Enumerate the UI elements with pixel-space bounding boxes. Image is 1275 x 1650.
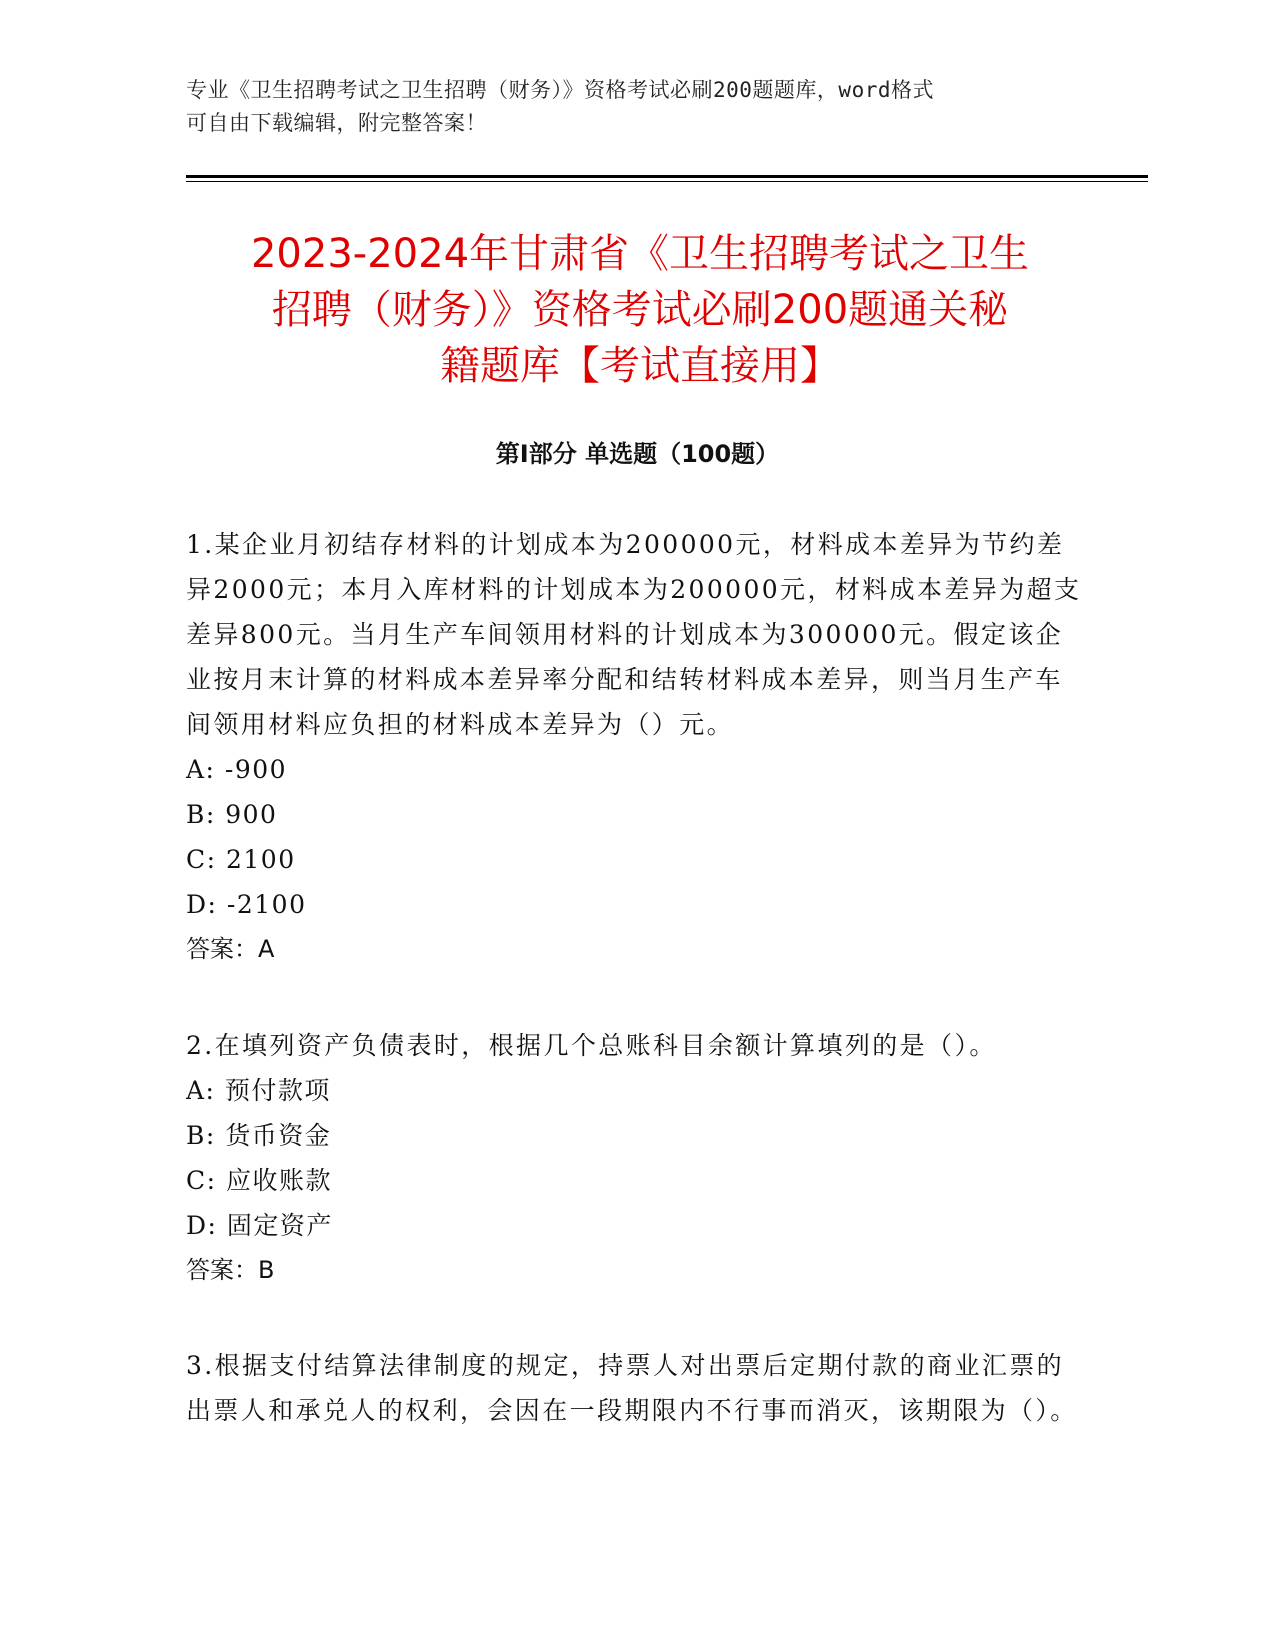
option-a: A: 预付款项 (186, 1076, 331, 1105)
section-title: 第Ⅰ部分 单选题（100题） (495, 440, 780, 468)
option-d: D: -2100 (186, 890, 307, 919)
question-1 (186, 522, 1086, 972)
option-b: B: 900 (186, 800, 278, 829)
option-c: C: 2100 (186, 845, 296, 874)
header-note-line1: 专业《卫生招聘考试之卫生招聘（财务）》资格考试必刷200题题库，word格式 (186, 78, 934, 102)
question-3 (186, 1343, 1086, 1433)
answer: 答案：B (186, 1256, 275, 1284)
header-note-line2: 可自由下载编辑，附完整答案！ (186, 111, 487, 135)
header-divider-thin (186, 181, 1148, 182)
document-title (170, 226, 1110, 394)
question-stem: 2.在填列资产负债表时，根据几个总账科目余额计算填列的是（）。 (186, 1031, 997, 1060)
question-stem: 3.根据支付结算法律制度的规定，持票人对出票后定期付款的商业汇票的出票人和承兑人的权利，会因在一段期限内不行事而消灭，该期限为（）。 (186, 1351, 1078, 1425)
question-2 (186, 1023, 1086, 1293)
answer: 答案：A (186, 935, 275, 963)
option-c: C: 应收账款 (186, 1166, 332, 1195)
header-note (186, 74, 1066, 140)
option-d: D: 固定资产 (186, 1211, 333, 1240)
document-title-line3: 籍题库【考试直接用】 (440, 343, 840, 389)
option-b: B: 货币资金 (186, 1121, 332, 1150)
document-title-line1: 2023-2024年甘肃省《卫生招聘考试之卫生 (250, 231, 1030, 277)
option-a: A: -900 (186, 755, 288, 784)
question-stem: 1.某企业月初结存材料的计划成本为200000元，材料成本差异为节约差异2000元；本月入库材料的计划成本为200000元，材料成本差异为超支差异800元。当月生产车间领用材料的计划成本为300000元。假定该企业按月末计算的材料成本差异率分配和结转材料成本差异，则当月生产车间领用材料应负担的材料成本差异为（）元。 (186, 530, 1082, 739)
header-divider-thick (186, 175, 1148, 178)
document-title-line2: 招聘（财务）》资格考试必刷200题通关秘 (271, 287, 1009, 333)
